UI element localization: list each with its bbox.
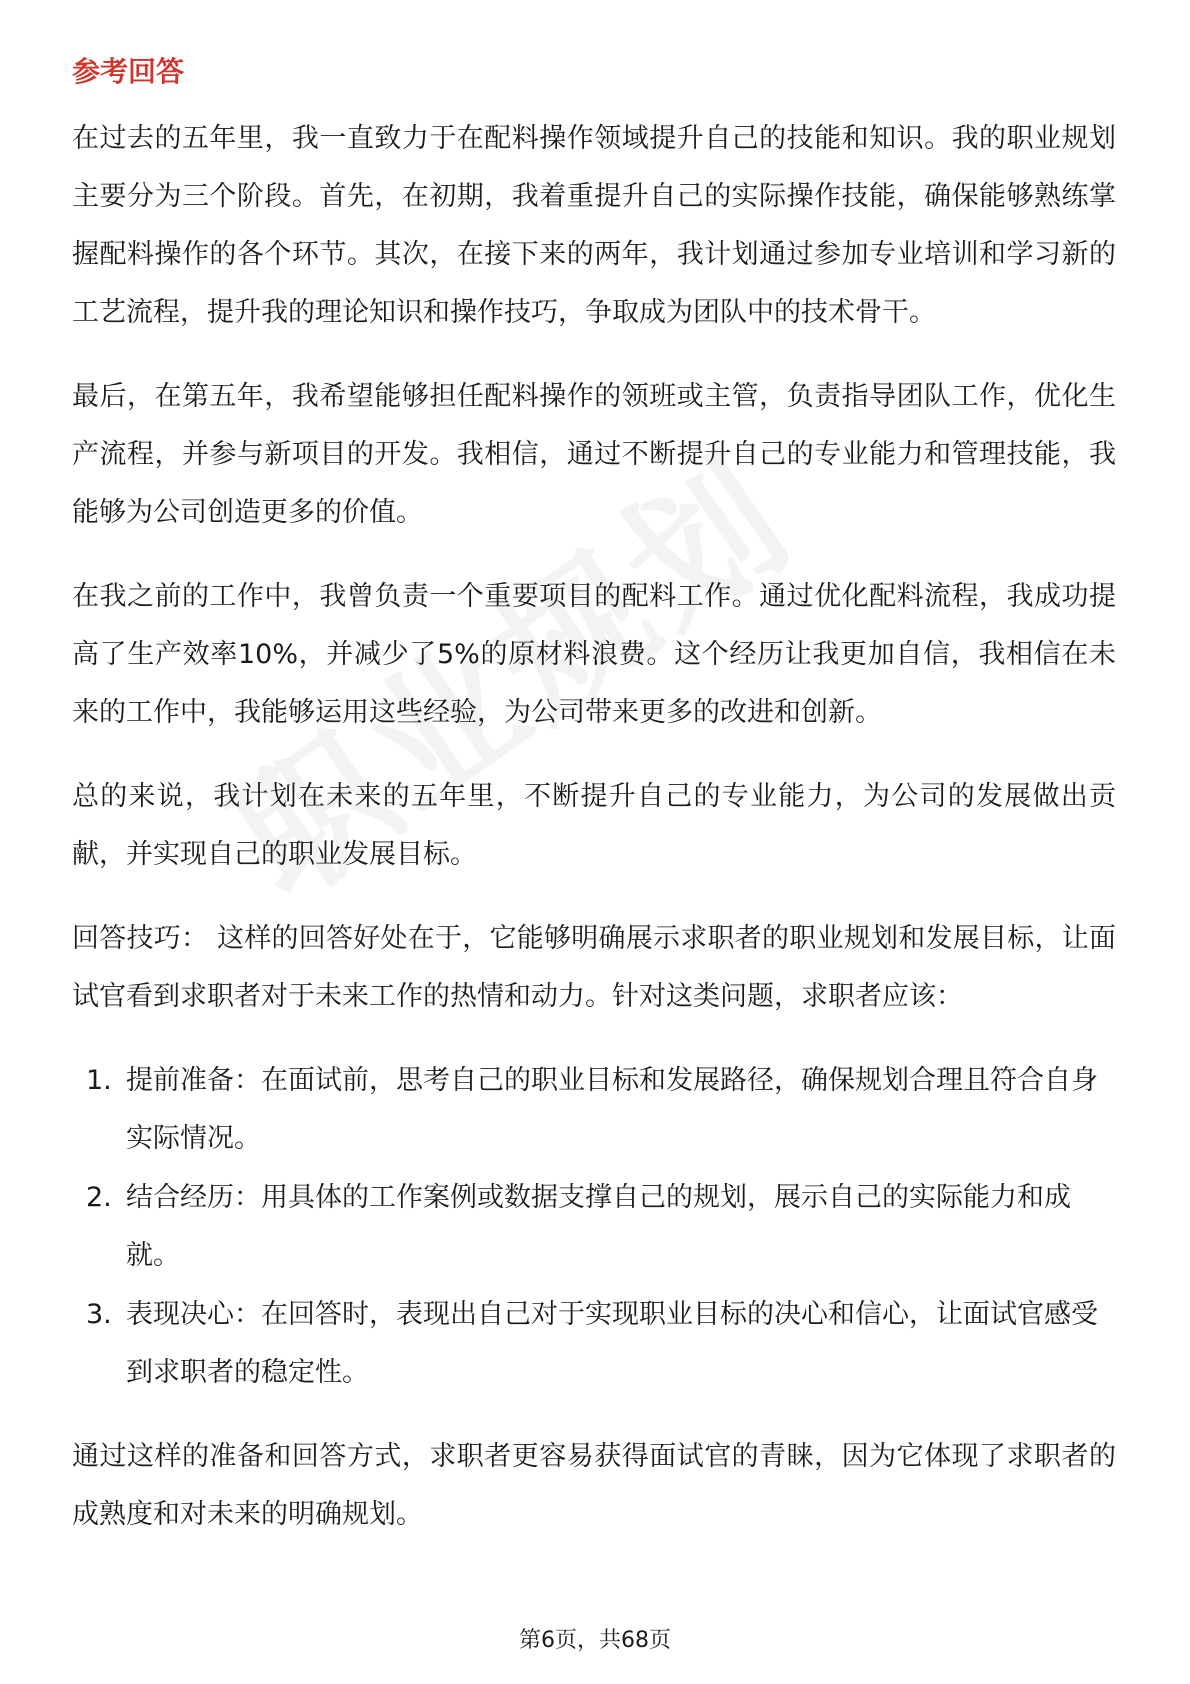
list-number: 3.: [86, 1299, 112, 1330]
paragraph-closing: 通过这样的准备和回答方式，求职者更容易获得面试官的青睐，因为它体现了求职者的成熟度和对未来的明确规划。: [72, 1441, 1116, 1530]
section-heading: 参考回答: [72, 55, 185, 88]
paragraph-summary: 总的来说，我计划在未来的五年里，不断提升自己的专业能力，为公司的发展做出贡献，并实现自己的职业发展目标。: [72, 781, 1116, 870]
list-item: [72, 1052, 1116, 1168]
list-item: [72, 1286, 1116, 1402]
paragraph-experience: 在我之前的工作中，我曾负责一个重要项目的配料工作。通过优化配料流程，我成功提高了生产效率10%，并减少了5%的原材料浪费。这个经历让我更加自信，我相信在未来的工作中，我能够运用这些经验，为公司带来更多的改进和创新。: [72, 581, 1116, 728]
paragraph-answer-tips: 回答技巧： 这样的回答好处在于，它能够明确展示求职者的职业规划和发展目标，让面试官看到求职者对于未来工作的热情和动力。针对这类问题，求职者应该：: [72, 923, 1116, 1012]
paragraph-career-plan: 在过去的五年里，我一直致力于在配料操作领域提升自己的技能和知识。我的职业规划主要分为三个阶段。首先，在初期，我着重提升自己的实际操作技能，确保能够熟练掌握配料操作的各个环节。其次，在接下来的两年，我计划通过参加专业培训和学习新的工艺流程，提升我的理论知识和操作技巧，争取成为团队中的技术骨干。: [72, 123, 1116, 328]
document-page: [72, 52, 1116, 1570]
page-number: 第6页，共68页: [519, 1628, 671, 1653]
list-item-text: 提前准备：在面试前，思考自己的职业目标和发展路径，确保规划合理且符合自身实际情况。: [126, 1065, 1098, 1154]
list-number: 2.: [86, 1182, 112, 1213]
list-item: [72, 1169, 1116, 1285]
tips-list: [72, 1052, 1116, 1402]
list-item-text: 表现决心：在回答时，表现出自己对于实现职业目标的决心和信心，让面试官感受到求职者的稳定性。: [126, 1299, 1098, 1388]
list-item-text: 结合经历：用具体的工作案例或数据支撑自己的规划，展示自己的实际能力和成就。: [126, 1182, 1071, 1271]
paragraph-fifth-year: 最后，在第五年，我希望能够担任配料操作的领班或主管，负责指导团队工作，优化生产流程，并参与新项目的开发。我相信，通过不断提升自己的专业能力和管理技能，我能够为公司创造更多的价值。: [72, 381, 1116, 528]
list-number: 1.: [86, 1065, 112, 1096]
